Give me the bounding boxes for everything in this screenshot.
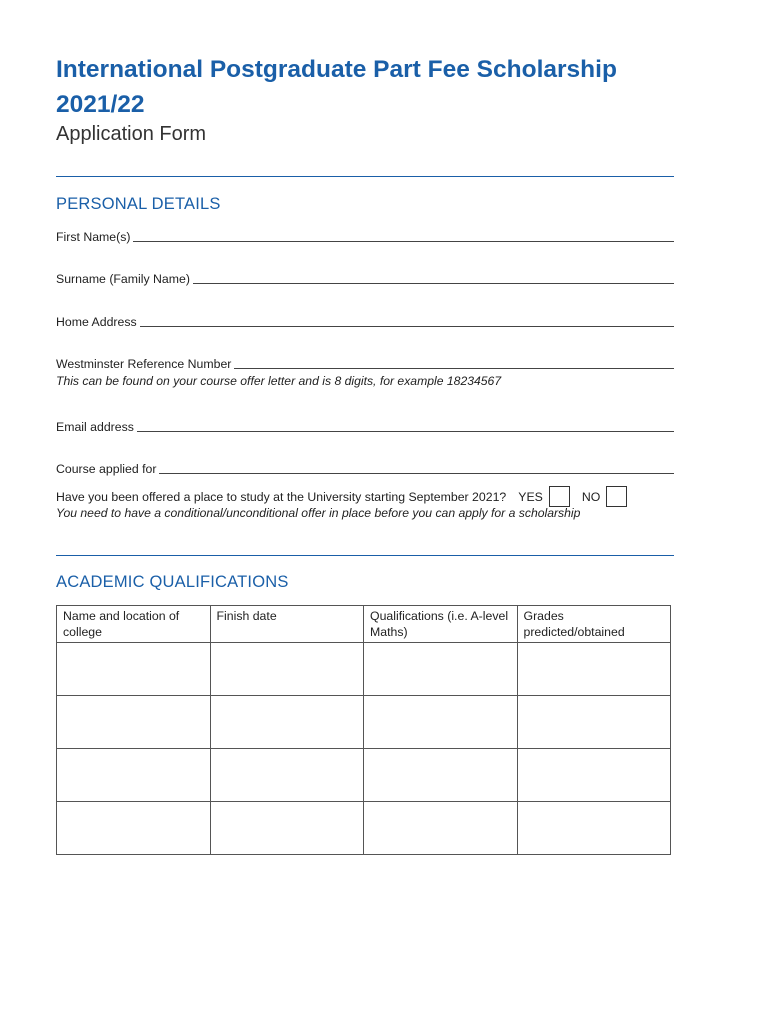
table-cell[interactable] <box>210 802 364 855</box>
qualifications-table <box>56 605 671 855</box>
table-row <box>57 749 671 802</box>
table-cell[interactable] <box>57 749 211 802</box>
surname-label: Surname (Family Name) <box>56 272 190 286</box>
no-option[interactable] <box>582 486 627 507</box>
home-address-label: Home Address <box>56 315 137 329</box>
offer-note: You need to have a conditional/unconditional offer in place before you can apply for a scholarship <box>56 506 581 520</box>
first-name-field[interactable] <box>56 226 674 244</box>
table-row <box>57 696 671 749</box>
form-title: International Postgraduate Part Fee Scholarship 2021/22 <box>56 56 617 118</box>
email-label: Email address <box>56 420 134 434</box>
table-row <box>57 802 671 855</box>
table-cell[interactable] <box>517 802 671 855</box>
reference-number-field[interactable] <box>56 353 674 371</box>
first-name-label: First Name(s) <box>56 230 131 244</box>
table-cell[interactable] <box>364 696 518 749</box>
column-header-finish-date: Finish date <box>210 606 364 643</box>
table-cell[interactable] <box>210 643 364 696</box>
course-label: Course applied for <box>56 462 157 476</box>
home-address-field[interactable] <box>56 311 674 329</box>
form-subtitle: Application Form <box>56 123 207 145</box>
table-cell[interactable] <box>210 749 364 802</box>
table-cell[interactable] <box>57 802 211 855</box>
course-input-line[interactable] <box>159 473 674 474</box>
column-header-qualifications: Qualifications (i.e. A-level Maths) <box>364 606 518 643</box>
yes-option[interactable] <box>518 486 570 507</box>
table-cell[interactable] <box>210 696 364 749</box>
yes-label: YES <box>518 489 543 504</box>
surname-field[interactable] <box>56 268 674 286</box>
table-cell[interactable] <box>364 802 518 855</box>
no-checkbox[interactable] <box>606 486 627 507</box>
yes-checkbox[interactable] <box>549 486 570 507</box>
email-field[interactable] <box>56 416 674 434</box>
column-header-college: Name and location of college <box>57 606 211 643</box>
table-cell[interactable] <box>57 696 211 749</box>
table-row <box>57 643 671 696</box>
table-cell[interactable] <box>364 643 518 696</box>
table-cell[interactable] <box>517 749 671 802</box>
table-cell[interactable] <box>517 643 671 696</box>
course-field[interactable] <box>56 458 674 476</box>
reference-number-note: This can be found on your course offer letter and is 8 digits, for example 18234567 <box>56 374 502 388</box>
reference-number-label: Westminster Reference Number <box>56 357 232 371</box>
personal-details-heading: PERSONAL DETAILS <box>56 195 221 213</box>
table-cell[interactable] <box>517 696 671 749</box>
table-cell[interactable] <box>57 643 211 696</box>
first-name-input-line[interactable] <box>133 241 674 242</box>
academic-qualifications-heading: ACADEMIC QUALIFICATIONS <box>56 573 289 591</box>
surname-input-line[interactable] <box>193 283 674 284</box>
qualifications-header-row <box>57 606 671 643</box>
divider-middle <box>56 555 674 556</box>
table-cell[interactable] <box>364 749 518 802</box>
divider-top <box>56 176 674 177</box>
offer-question-row <box>56 486 627 507</box>
no-label: NO <box>581 489 601 504</box>
email-input-line[interactable] <box>137 431 674 432</box>
home-address-input-line[interactable] <box>140 326 674 327</box>
reference-number-input-line[interactable] <box>234 368 674 369</box>
offer-question-text: Have you been offered a place to study at the University starting September 2021? <box>56 489 507 504</box>
column-header-grades: Grades predicted/obtained <box>517 606 671 643</box>
